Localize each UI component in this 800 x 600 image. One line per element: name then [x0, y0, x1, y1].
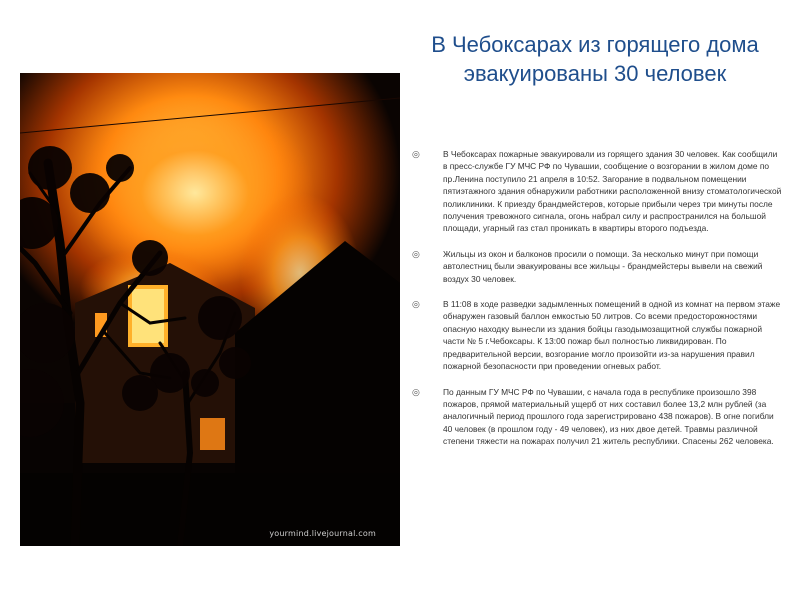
bullet-item [412, 248, 784, 285]
bullet-icon: ◎ [412, 386, 420, 397]
bullet-list [412, 148, 784, 461]
bullet-text: В Чебоксарах пожарные эвакуировали из горящего здания 30 человек. Как сообщили в пресс-службе ГУ МЧС РФ по Чувашии, сообщение о возгорании в жилом доме по пр.Ленина поступило 21 апреля в 10:52. Загорание в подвальном помещении пятиэтажного здания обнаружили работники расположенной внизу стоматологической поликлиники. К приезду брандмейстеров, которые прибыли через три минуты после получения тревожного сигнала, огонь набрал силу и распространился на большой площади, угарный газ стал проникать в квартиры второго подъезда. [443, 149, 782, 234]
bullet-text: В 11:08 в ходе разведки задымленных помещений в одной из комнат на первом этаже обнаружен газовый баллон емкостью 50 литров. Со всеми предосторожностями опасную находку вынесли из здания бойцы газодымозащитной службы пожарной части № 5 г.Чебоксары. К 13:00 пожар был полностью ликвидирован. По предварительной версии, возгорание могло произойти из-за нарушения правил пожарной безопасности при проведении огневых работ. [443, 299, 781, 372]
bullet-item [412, 148, 784, 235]
slide-title: В Чебоксарах из горящего дома эвакуированы 30 человек [431, 32, 759, 86]
bullet-item [412, 386, 784, 448]
fire-illustration [20, 73, 400, 546]
bullet-icon: ◎ [412, 248, 420, 259]
bullet-text: По данным ГУ МЧС РФ по Чувашии, с начала года в республике произошло 398 пожаров, прямой материальный ущерб от них составил более 13,2 млн рублей (за аналогичный период прошлого года зарегистрировано 438 пожаров). В огне погибли 40 человек (в прошлом году - 49 человек), из них двое детей. Травмы различной степени тяжести на пожарах получил 21 житель республики. Спасены 262 человека. [443, 386, 774, 447]
bullet-icon: ◎ [412, 299, 420, 310]
burning-house-photo [20, 73, 400, 546]
bullet-item [412, 298, 784, 372]
bullet-icon: ◎ [412, 149, 420, 159]
photo-watermark: yourmind.livejournal.com [269, 529, 376, 538]
bullet-text: Жильцы из окон и балконов просили о помощи. За несколько минут при помощи автолестниц были эвакуированы все жильцы - брандмейстеры вывели на свежий воздух 30 человек. [443, 248, 763, 284]
